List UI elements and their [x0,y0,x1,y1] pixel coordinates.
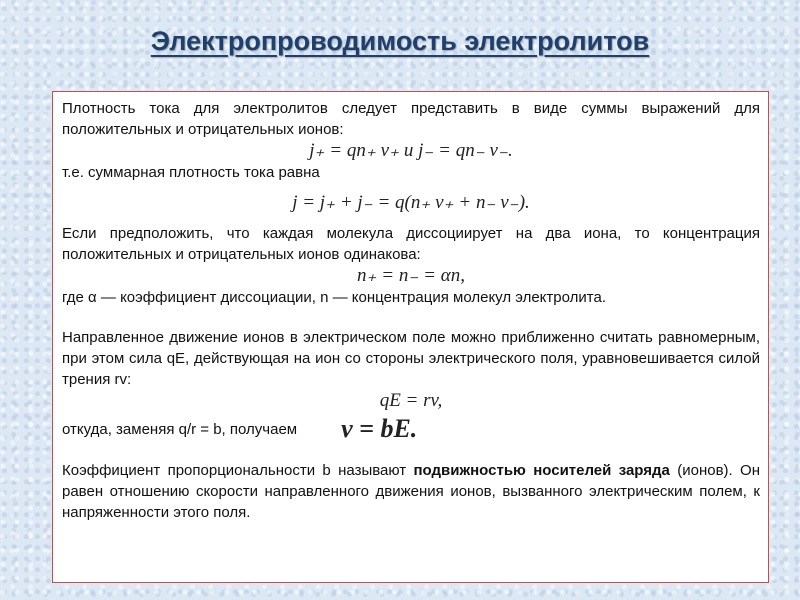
slide-title: Электропроводимость электролитов [150,26,650,56]
content-box [52,91,769,583]
equation-velocity: v = bE. [341,414,418,443]
slide-title-wrap [0,26,800,57]
equation-force-balance: qE = rv, [379,390,443,411]
paragraph-current-density: Плотность тока для электролитов следует представить в виде суммы выражений для положительных и отрицательных ионов: [62,100,760,138]
paragraph-mobility [62,460,760,523]
paragraph-alpha-definition: где α — коэффициент диссоциации, n — концентрация молекул электролита. [62,289,606,306]
paragraph-ion-motion: Направленное движение ионов в электрическом поле можно приближенно считать равномерным, при этом сила qE, действующая на ион со стороны электрического поля, уравновешивается силой трения rv: [62,329,760,388]
spacer [62,446,760,460]
row-mobility-derivation [62,412,760,446]
equation-total-current: j = j₊ + j₋ = q(n₊ v₊ + n₋ v₋). [292,192,530,213]
paragraph-total-density: т.е. суммарная плотность тока равна [62,164,320,181]
paragraph-substitution: откуда, заменяя q/r = b, получаем [62,420,298,438]
mobility-text-end: (ионов). Он равен отношению скорости направленного движения ионов, вызванного электрическим полем, к напряженности этого поля. [62,462,761,521]
equation-concentration: n₊ = n₋ = αn, [357,265,465,286]
spacer [62,308,760,327]
mobility-text-start: Коэффициент пропорциональности b называют [62,462,414,479]
equation-ion-currents: j₊ = qn₊ v₊ и j₋ = qn₋ v₋. [309,140,513,161]
mobility-term: подвижностью носителей заряда [413,462,670,479]
paragraph-dissociation: Если предположить, что каждая молекула диссоциирует на два иона, то концентрация положительных и отрицательных ионов одинакова: [62,225,760,263]
